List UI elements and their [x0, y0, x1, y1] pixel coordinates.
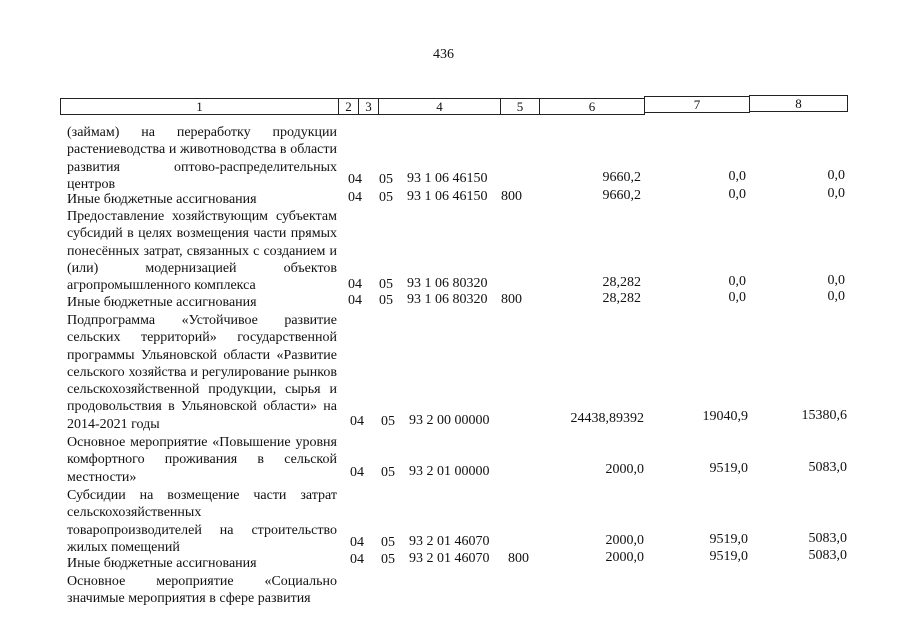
cell-section: 04 [350, 414, 364, 429]
cell-subsection: 05 [381, 552, 395, 567]
cell-value-6: 9660,2 [602, 188, 641, 203]
header-col-8: 8 [749, 95, 848, 112]
row-description: Иные бюджетные ассигнования [67, 556, 257, 571]
cell-value-6: 24438,89392 [570, 411, 644, 426]
cell-section: 04 [348, 277, 362, 292]
cell-subsection: 05 [379, 190, 393, 205]
cell-value-8: 15380,6 [801, 408, 847, 423]
cell-value-8: 0,0 [827, 273, 845, 288]
cell-value-7: 9519,0 [709, 549, 748, 564]
cell-section: 04 [348, 293, 362, 308]
cell-target-code: 93 1 06 46150 [407, 171, 488, 186]
cell-target-code: 93 2 01 00000 [409, 464, 490, 479]
cell-subsection: 05 [381, 535, 395, 550]
row-description: (займам) на переработку продукции растениеводства и животноводства в области развития оптово-распределительных центров [67, 125, 337, 192]
cell-target-code: 93 2 01 46070 [409, 551, 490, 566]
cell-value-7: 0,0 [728, 169, 746, 184]
cell-value-6: 9660,2 [602, 170, 641, 185]
header-col-4: 4 [378, 98, 501, 115]
cell-value-7: 0,0 [728, 274, 746, 289]
cell-value-7: 0,0 [728, 290, 746, 305]
cell-value-6: 2000,0 [605, 533, 644, 548]
cell-value-7: 19040,9 [702, 409, 748, 424]
header-col-2: 2 [338, 98, 359, 115]
cell-value-6: 2000,0 [605, 550, 644, 565]
header-col-7: 7 [644, 96, 750, 113]
cell-section: 04 [350, 552, 364, 567]
cell-value-8: 5083,0 [808, 531, 847, 546]
cell-value-6: 28,282 [602, 291, 641, 306]
cell-target-code: 93 1 06 80320 [407, 292, 488, 307]
cell-subsection: 05 [379, 277, 393, 292]
header-col-1: 1 [60, 98, 339, 115]
row-description: Подпрограмма «Устойчивое развитие сельских территорий» государственной программы Ульяновской области «Развитие сельского хозяйства и регулирование рынков сельскохозяйственной продукции, сырья и продовольствия в Ульяновской области» на 2014-2021 годы [67, 313, 337, 432]
cell-target-code: 93 1 06 80320 [407, 276, 488, 291]
cell-expense-type: 800 [501, 292, 522, 307]
cell-value-8: 0,0 [827, 168, 845, 183]
cell-expense-type: 800 [508, 551, 529, 566]
cell-value-6: 2000,0 [605, 462, 644, 477]
cell-target-code: 93 2 00 00000 [409, 413, 490, 428]
header-col-5: 5 [500, 98, 540, 115]
cell-section: 04 [350, 535, 364, 550]
cell-section: 04 [348, 172, 362, 187]
cell-subsection: 05 [379, 172, 393, 187]
cell-value-7: 9519,0 [709, 461, 748, 476]
row-description: Иные бюджетные ассигнования [67, 192, 257, 207]
cell-value-8: 5083,0 [808, 548, 847, 563]
cell-value-7: 9519,0 [709, 532, 748, 547]
cell-value-8: 0,0 [827, 289, 845, 304]
row-description: Субсидии на возмещение части затрат сельскохозяйственных товаропроизводителей на строительство жилых помещений [67, 488, 337, 555]
cell-target-code: 93 2 01 46070 [409, 534, 490, 549]
cell-value-8: 0,0 [827, 186, 845, 201]
cell-value-7: 0,0 [728, 187, 746, 202]
row-description: Предоставление хозяйствующим субъектам субсидий в целях возмещения части прямых понесённых затрат, связанных с созданием и (или) модернизацией объектов агропромышленного комплекса [67, 209, 337, 294]
cell-value-8: 5083,0 [808, 460, 847, 475]
cell-subsection: 05 [381, 414, 395, 429]
cell-section: 04 [348, 190, 362, 205]
header-col-6: 6 [539, 98, 645, 115]
page-number: 436 [433, 47, 454, 62]
cell-value-6: 28,282 [602, 275, 641, 290]
cell-subsection: 05 [381, 465, 395, 480]
table-header [60, 98, 848, 117]
row-description: Иные бюджетные ассигнования [67, 295, 257, 310]
cell-expense-type: 800 [501, 189, 522, 204]
cell-section: 04 [350, 465, 364, 480]
row-description: Основное мероприятие «Социально значимые мероприятия в сфере развития [67, 574, 337, 607]
row-description: Основное мероприятие «Повышение уровня комфортного проживания в сельской местности» [67, 435, 337, 485]
header-col-3: 3 [358, 98, 379, 115]
cell-subsection: 05 [379, 293, 393, 308]
cell-target-code: 93 1 06 46150 [407, 189, 488, 204]
